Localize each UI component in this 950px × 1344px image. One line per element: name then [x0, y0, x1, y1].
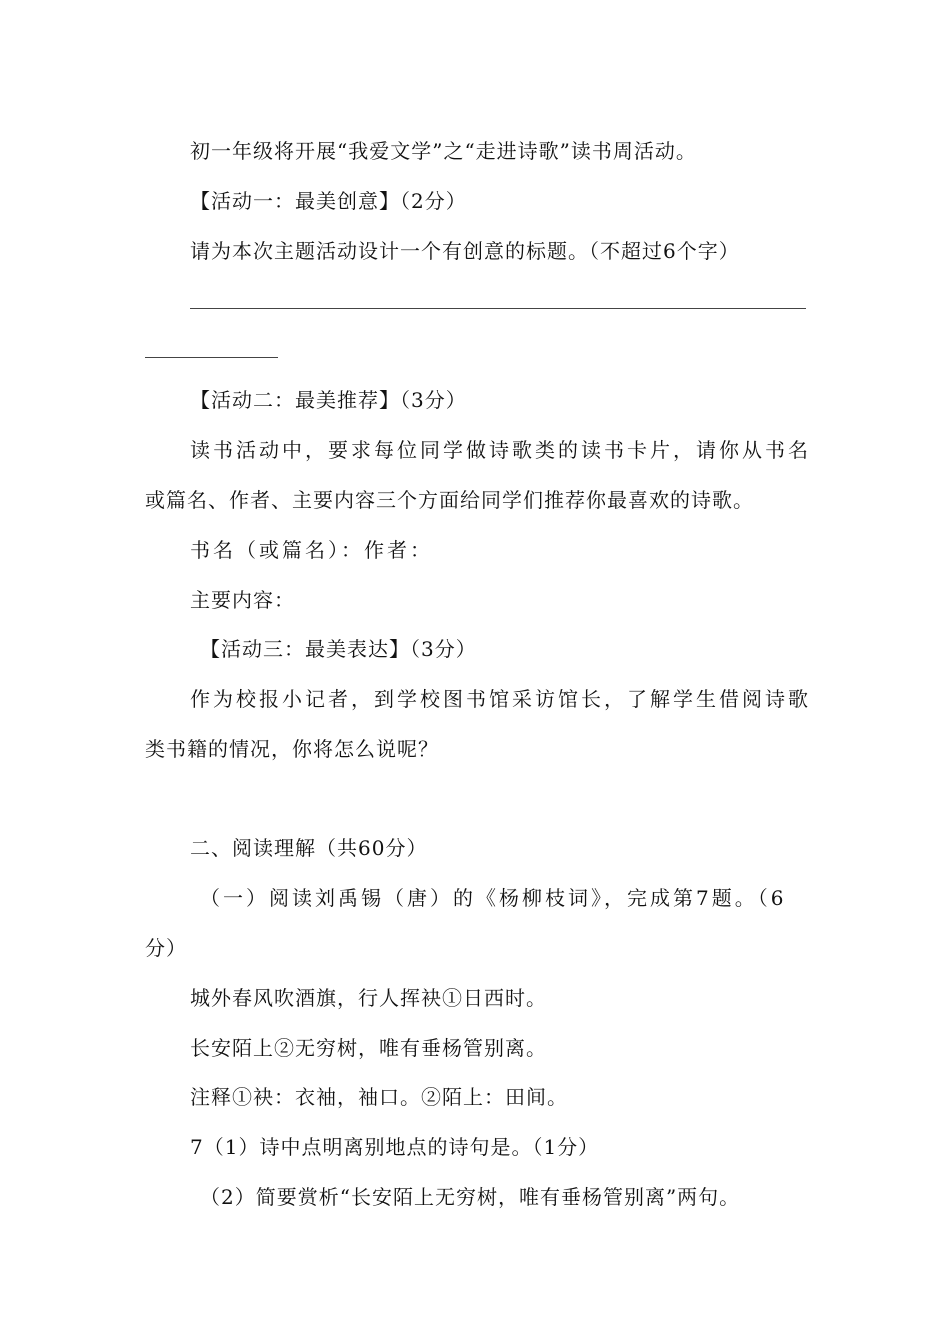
intro-text: 初一年级将开展“我爱文学”之“走进诗歌”读书周活动。	[190, 139, 697, 163]
answer-line-continuation	[145, 357, 278, 358]
poem-line-1: 城外春风吹酒旗，行人挥袂①日西时。	[190, 986, 547, 1010]
poem-line-2: 长安陌上②无穷树，唯有垂杨管别离。	[190, 1036, 547, 1060]
field-title-author: 书名（或篇名）：作者：	[190, 538, 433, 562]
activity2-prompt-line2: 或篇名、作者、主要内容三个方面给同学们推荐你最喜欢的诗歌。	[145, 488, 754, 512]
section2-part1-line2: 分）	[145, 936, 187, 960]
activity2-heading: 【活动二：最美推荐】（3分）	[190, 388, 467, 412]
activity2-prompt-line1: 读书活动中，要求每位同学做诗歌类的读书卡片，请你从书名	[190, 438, 811, 462]
section2-heading: 二、阅读理解（共60分）	[190, 836, 428, 860]
activity1-heading: 【活动一：最美创意】（2分）	[190, 189, 467, 213]
section2-part1-line1: （一）阅读刘禹锡（唐）的《杨柳枝词》，完成第7题。（6	[200, 886, 787, 910]
question-7-2: （2）简要赏析“长安陌上无穷树，唯有垂杨管别离”两句。	[200, 1185, 741, 1209]
activity3-prompt-line2: 类书籍的情况，你将怎么说呢？	[145, 737, 439, 761]
poem-notes: 注释①袂：衣袖，袖口。②陌上：田间。	[190, 1085, 568, 1109]
activity3-prompt-line1: 作为校报小记者，到学校图书馆采访馆长，了解学生借阅诗歌	[190, 687, 811, 711]
answer-line	[190, 308, 806, 309]
field-main-content: 主要内容：	[190, 588, 295, 612]
activity3-heading: 【活动三：最美表达】（3分）	[200, 637, 477, 661]
question-7-1: 7（1）诗中点明离别地点的诗句是。（1分）	[190, 1135, 600, 1159]
activity1-prompt: 请为本次主题活动设计一个有创意的标题。（不超过6个字）	[190, 239, 740, 263]
